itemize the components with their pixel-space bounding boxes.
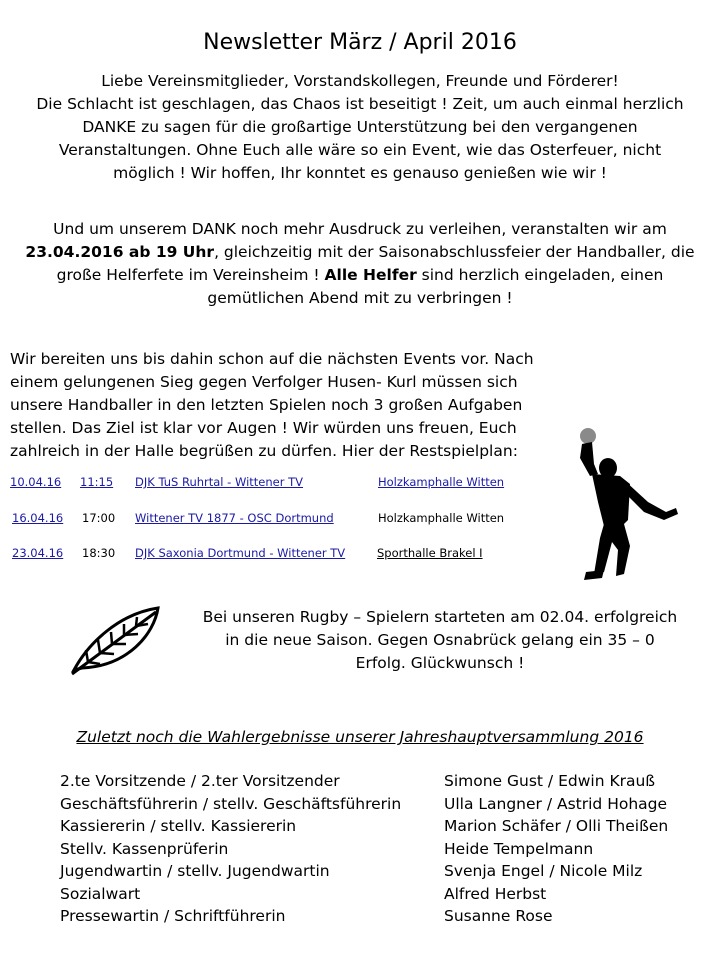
schedule-match[interactable]: DJK Saxonia Dortmund - Wittener TV (135, 546, 346, 560)
schedule-date[interactable]: 10.04.16 (10, 475, 62, 489)
party-line-rest: , gleichzeitig mit der Saisonabschlussfeier der Handballer, die (214, 243, 695, 261)
election-row (60, 817, 700, 840)
rugby-line: in die neue Saison. Gegen Osnabrück gelang ein 35 – 0 (225, 631, 655, 649)
party-line-rest: sind herzlich eingeladen, einen (416, 266, 664, 284)
election-name: Susanne Rose (444, 907, 553, 925)
schedule-venue[interactable]: Holzkamphalle Witten (378, 475, 505, 489)
rugby-line: Bei unseren Rugby – Spielern starteten am 02.04. erfolgreich (202, 608, 678, 626)
intro-line: Die Schlacht ist geschlagen, das Chaos ist beseitigt ! Zeit, um auch einmal herzlich (36, 95, 684, 113)
election-name: Simone Gust / Edwin Krauß (444, 772, 656, 790)
party-line: gemütlichen Abend mit zu verbringen ! (207, 289, 513, 307)
rugby-section (200, 606, 680, 675)
intro-section (20, 70, 700, 185)
party-section (20, 218, 700, 310)
schedule-row[interactable] (12, 511, 522, 527)
schedule-row[interactable] (10, 475, 520, 491)
page-title: Newsletter März / April 2016 (203, 30, 517, 55)
handball-line: unsere Handballer in den letzten Spielen noch 3 großen Aufgaben (10, 396, 523, 414)
greeting: Liebe Vereinsmitglieder, Vorstandskollegen, Freunde und Förderer! (101, 72, 619, 90)
intro-line: DANKE zu sagen für die großartige Unterstützung bei den vergangenen (82, 118, 638, 136)
schedule-time: 18:30 (82, 546, 116, 560)
party-line (20, 241, 700, 264)
election-role: 2.te Vorsitzende / 2.ter Vorsitzender (60, 772, 340, 790)
election-name: Heide Tempelmann (444, 840, 594, 858)
party-line: Und um unserem DANK noch mehr Ausdruck zu verleihen, veranstalten wir am (53, 220, 667, 238)
rugby-line: Erfolg. Glückwunsch ! (355, 654, 525, 672)
election-row (60, 907, 700, 930)
election-name: Svenja Engel / Nicole Milz (444, 862, 643, 880)
leaf-icon (68, 604, 164, 678)
handball-line: Wir bereiten uns bis dahin schon auf die nächsten Events vor. Nach (10, 350, 534, 368)
election-role: Kassiererin / stellv. Kassiererin (60, 817, 297, 835)
intro-line: möglich ! Wir hoffen, Ihr konntet es genauso genießen wie wir ! (113, 164, 607, 182)
party-helpers: Alle Helfer (324, 266, 417, 284)
election-role: Jugendwartin / stellv. Jugendwartin (60, 862, 330, 880)
party-date: 23.04.2016 ab 19 Uhr (25, 243, 215, 261)
schedule-time[interactable]: 11:15 (80, 475, 114, 489)
election-role: Pressewartin / Schriftführerin (60, 907, 286, 925)
election-name: Ulla Langner / Astrid Hohage (444, 795, 668, 813)
election-row (60, 795, 700, 818)
election-row (60, 840, 700, 863)
handball-player-icon (568, 424, 684, 582)
election-row (60, 862, 700, 885)
election-row (60, 772, 700, 795)
election-name: Marion Schäfer / Olli Theißen (444, 817, 669, 835)
election-role: Sozialwart (60, 885, 141, 903)
party-line-start: große Helferfete im Vereinsheim ! (56, 266, 325, 284)
schedule-venue: Holzkamphalle Witten (378, 511, 505, 525)
handball-line: stellen. Das Ziel ist klar vor Augen ! Wir würden uns freuen, Euch (10, 419, 517, 437)
election-role: Geschäftsführerin / stellv. Geschäftsführerin (60, 795, 402, 813)
intro-line: Veranstaltungen. Ohne Euch alle wäre so ein Event, wie das Osterfeuer, nicht (58, 141, 662, 159)
schedule-row[interactable] (12, 546, 522, 562)
schedule-date[interactable]: 16.04.16 (12, 511, 64, 525)
election-row (60, 885, 700, 908)
schedule-match[interactable]: Wittener TV 1877 - OSC Dortmund (135, 511, 334, 525)
handball-line: zahlreich in der Halle begrüßen zu dürfen. Hier der Restspielplan: (10, 442, 518, 460)
handball-line: einem gelungenen Sieg gegen Verfolger Husen- Kurl müssen sich (10, 373, 518, 391)
schedule-venue[interactable]: Sporthalle Brakel I (377, 546, 483, 560)
schedule-match[interactable]: DJK TuS Ruhrtal - Wittener TV (135, 475, 304, 489)
schedule-time: 17:00 (82, 511, 116, 525)
elections-heading: Zuletzt noch die Wahlergebnisse unserer Jahreshauptversammlung 2016 (76, 728, 644, 746)
election-name: Alfred Herbst (444, 885, 547, 903)
election-role: Stellv. Kassenprüferin (60, 840, 229, 858)
schedule-date[interactable]: 23.04.16 (12, 546, 64, 560)
party-line (20, 264, 700, 287)
handball-section (10, 348, 550, 463)
